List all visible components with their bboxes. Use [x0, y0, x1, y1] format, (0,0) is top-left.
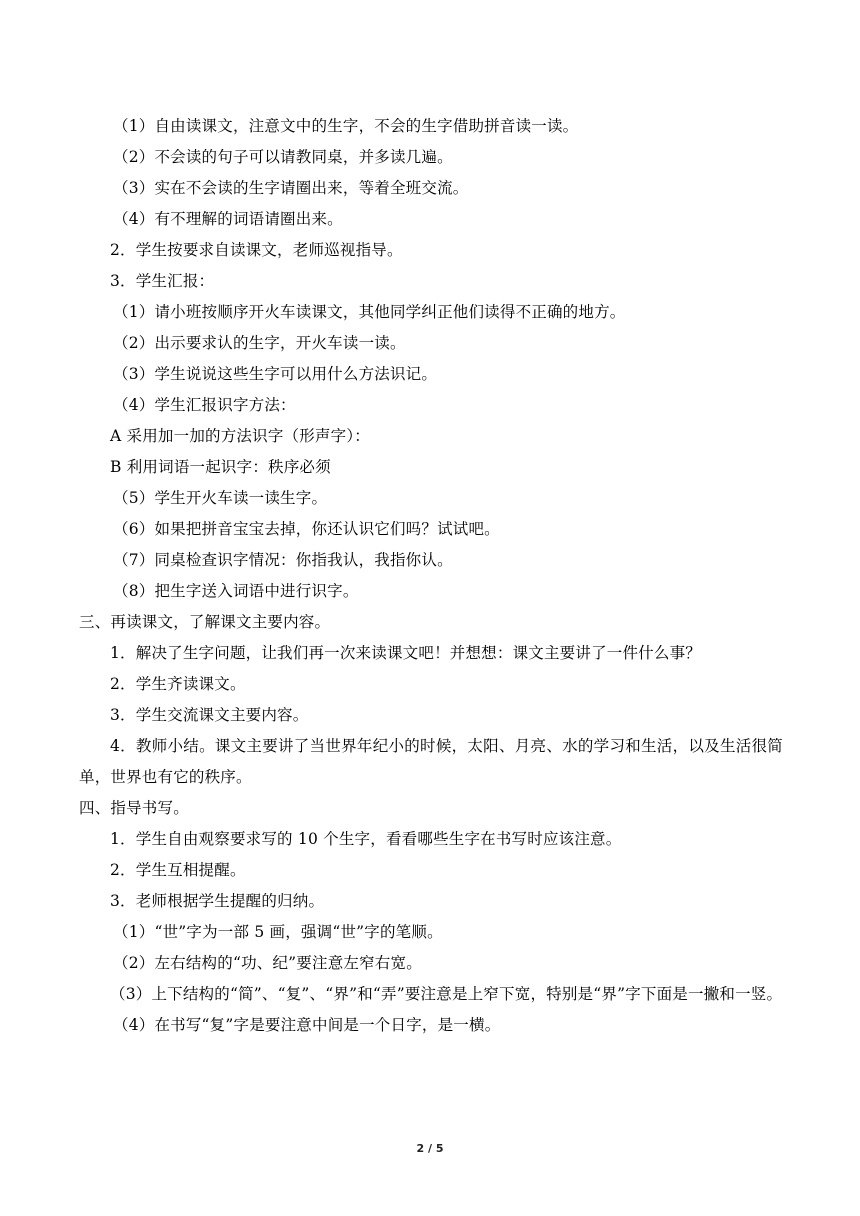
text-line: 2．学生互相提醒。: [110, 861, 246, 879]
text-line: （2）出示要求认的生字，开火车读一读。: [113, 334, 406, 352]
text-line: （5）学生开火车读一读生字。: [113, 489, 328, 507]
text-line: （7）同桌检查识字情况：你指我认，我指你认。: [113, 551, 453, 569]
section-heading: 三、再读课文，了解课文主要内容。: [79, 613, 331, 631]
text-paragraph: 4．教师小结。课文主要讲了当世界年纪小的时候，太阳、月亮、水的学习和生活，以及生活很简单，世界也有它的秩序。: [79, 737, 783, 786]
text-line: 3．老师根据学生提醒的归纳。: [110, 892, 325, 910]
text-line: 2．学生按要求自读课文，老师巡视指导。: [110, 241, 403, 259]
document-body: [79, 111, 783, 1041]
text-line: （3）实在不会读的生字请圈出来，等着全班交流。: [113, 179, 469, 197]
text-line: （3）学生说说这些生字可以用什么方法识记。: [113, 365, 438, 383]
text-line: （4）有不理解的词语请圈出来。: [113, 210, 343, 228]
text-line: 1．学生自由观察要求写的 10 个生字，看看哪些生字在书写时应该注意。: [110, 830, 622, 848]
text-line: 3．学生交流课文主要内容。: [110, 706, 309, 724]
text-line: 2．学生齐读课文。: [110, 675, 246, 693]
text-line: （8）把生字送入词语中进行识字。: [113, 582, 359, 600]
text-line: （6）如果把拼音宝宝去掉，你还认识它们吗？试试吧。: [113, 520, 500, 538]
text-line: （1）自由读课文，注意文中的生字，不会的生字借助拼音读一读。: [113, 117, 579, 135]
text-paragraph: （3）上下结构的“简”、“复”、“界”和“弄”要注意是上窄下宽，特别是“界”字下面是一撇和一竖。: [110, 985, 783, 1003]
text-line: A 采用加一加的方法识字（形声字）：: [110, 427, 370, 445]
text-line: 3．学生汇报：: [110, 272, 215, 290]
text-line: （4）学生汇报识字方法：: [113, 396, 296, 414]
text-line: （2）左右结构的“功、纪”要注意左窄右宽。: [113, 954, 422, 972]
text-line: （1）“世”字为一部 5 画，强调“世”字的笔顺。: [113, 923, 443, 941]
text-line: （4）在书写“复”字是要注意中间是一个日字，是一横。: [113, 1016, 501, 1034]
text-line: （1）请小班按顺序开火车读课文，其他同学纠正他们读得不正确的地方。: [113, 303, 626, 321]
text-line: （2）不会读的句子可以请教同桌，并多读几遍。: [113, 148, 453, 166]
text-line: B 利用词语一起识字：秩序必须: [110, 458, 331, 476]
page-number: 2 / 5: [416, 1142, 444, 1155]
text-line: 1．解决了生字问题，让我们再一次来读课文吧！并想想：课文主要讲了一件什么事？: [110, 644, 701, 662]
section-heading: 四、指导书写。: [79, 799, 189, 817]
